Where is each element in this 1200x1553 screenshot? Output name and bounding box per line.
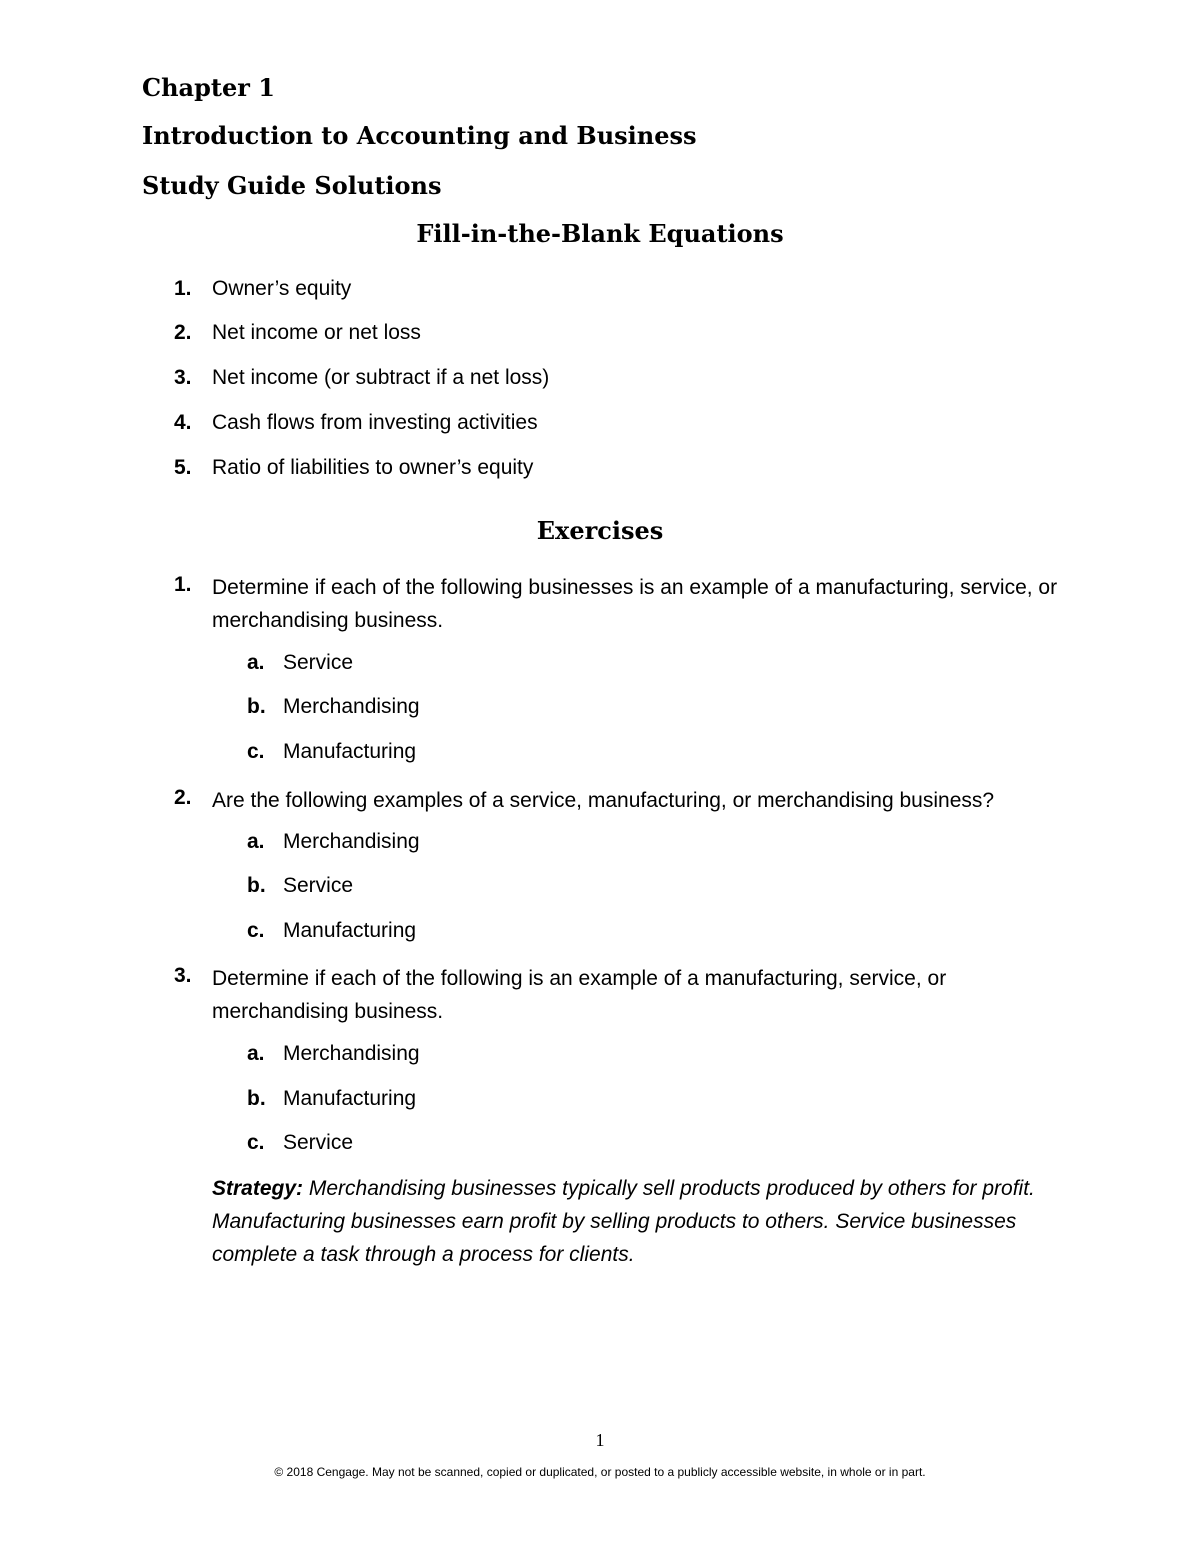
strategy-note [212, 1172, 1072, 1271]
answer-letter: b. [247, 695, 266, 718]
exercise-number: 3. [174, 964, 192, 987]
answer-text: Service [283, 651, 354, 674]
document-title: Introduction to Accounting and Business [142, 121, 697, 150]
answer-text: Service [283, 874, 354, 897]
item-text: Cash flows from investing activities [212, 411, 538, 434]
copyright-footer: © 2018 Cengage. May not be scanned, copied or duplicated, or posted to a publicly accessible website, in whole or in part. [274, 1465, 926, 1479]
answer-letter: c. [247, 1131, 265, 1154]
exercise-text: Determine if each of the following businesses is an example of a manufacturing, service, or merchandising business. [212, 576, 1058, 632]
answer-letter: a. [247, 1042, 265, 1065]
answer-letter: c. [247, 919, 265, 942]
answer-text: Manufacturing [283, 1087, 417, 1110]
exercise-number: 1. [174, 573, 192, 596]
answer-text: Manufacturing [283, 740, 417, 763]
answer-text: Merchandising [283, 830, 420, 853]
item-number: 1. [174, 277, 192, 300]
answer-letter: b. [247, 1087, 266, 1110]
strategy-label: Strategy: [212, 1177, 304, 1200]
item-text: Net income or net loss [212, 321, 421, 344]
answer-text: Merchandising [283, 1042, 420, 1065]
answer-letter: a. [247, 830, 265, 853]
exercise-text: Are the following examples of a service, manufacturing, or merchandising business? [212, 789, 995, 812]
answer-text: Manufacturing [283, 919, 417, 942]
item-number: 5. [174, 456, 192, 479]
document-subtitle: Study Guide Solutions [142, 171, 442, 200]
page-number: 1 [595, 1430, 605, 1450]
fill-in-blank-heading: Fill-in-the-Blank Equations [416, 219, 784, 248]
strategy-text: Merchandising businesses typically sell products produced by others for profit. Manufacturing businesses earn profit by selling products to others. Service businesses complete a task through a process for clients. [212, 1177, 1035, 1266]
exercise-number: 2. [174, 786, 192, 809]
item-number: 2. [174, 321, 192, 344]
item-text: Ratio of liabilities to owner’s equity [212, 456, 534, 479]
answer-text: Merchandising [283, 695, 420, 718]
answer-letter: b. [247, 874, 266, 897]
answer-letter: c. [247, 740, 265, 763]
answer-letter: a. [247, 651, 265, 674]
item-text: Net income (or subtract if a net loss) [212, 366, 550, 389]
item-number: 4. [174, 411, 192, 434]
item-number: 3. [174, 366, 192, 389]
item-text: Owner’s equity [212, 277, 352, 300]
chapter-heading: Chapter 1 [142, 73, 275, 102]
exercises-heading: Exercises [536, 516, 664, 545]
answer-text: Service [283, 1131, 354, 1154]
exercise-text: Determine if each of the following is an example of a manufacturing, service, or merchandising business. [212, 967, 947, 1023]
